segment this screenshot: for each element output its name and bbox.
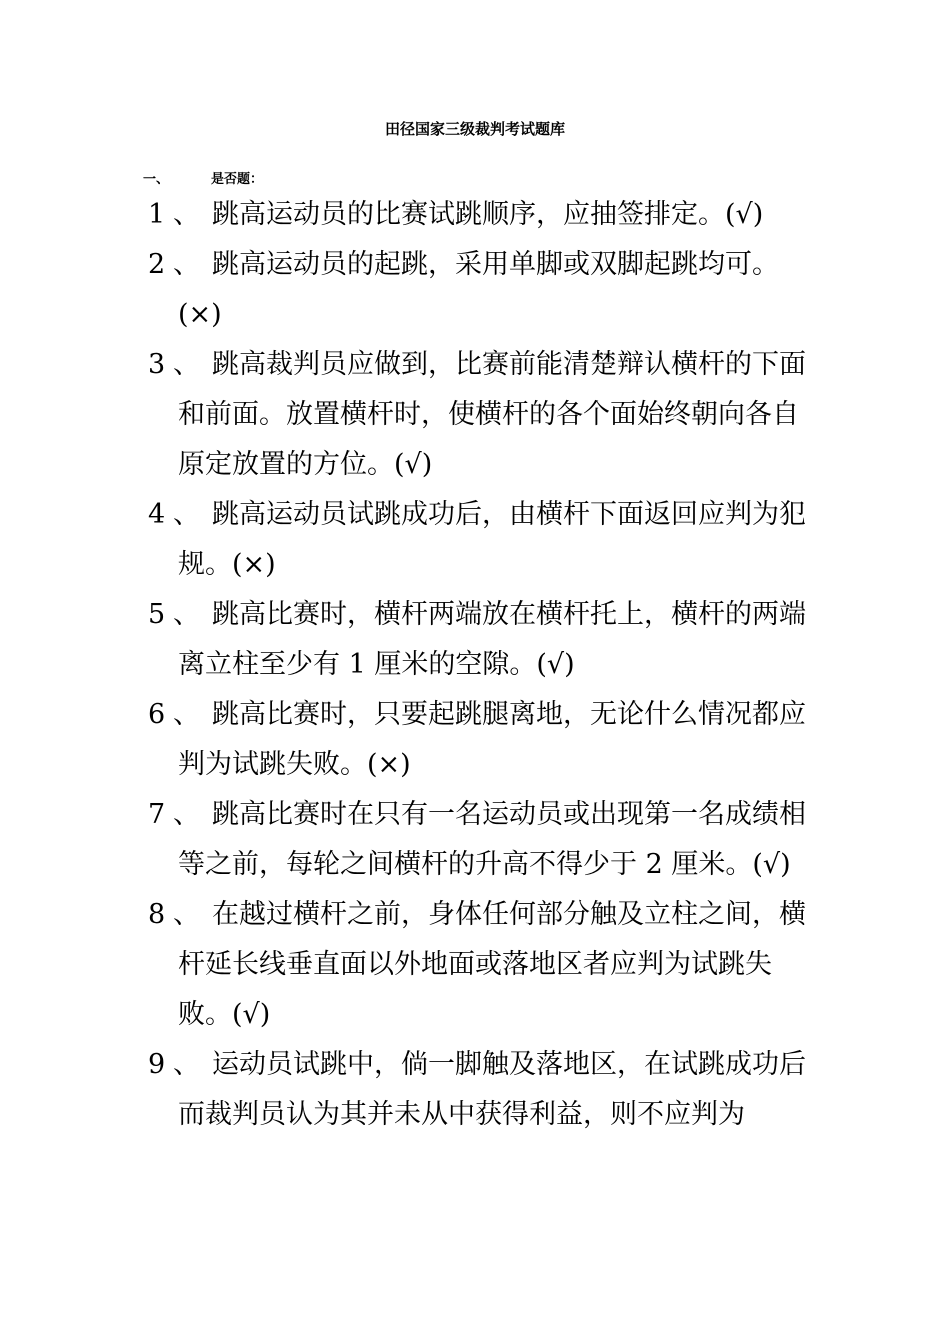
section-heading	[143, 168, 263, 187]
question-separator: 、	[173, 349, 200, 380]
question-item	[148, 590, 816, 690]
question-separator: 、	[173, 249, 200, 280]
question-text: 跳高比赛时，横杆两端放在横杆托上，横杆的两端离立柱至少有 1 厘米的空隙。(√)	[178, 599, 806, 680]
question-item	[148, 340, 816, 490]
question-separator: 、	[173, 599, 200, 630]
question-separator: 、	[173, 499, 200, 530]
question-item	[148, 790, 816, 890]
question-separator: 、	[173, 199, 200, 230]
question-number: 8	[148, 899, 166, 930]
question-item	[148, 240, 816, 340]
question-item	[148, 490, 816, 590]
question-number: 3	[148, 349, 166, 380]
question-number: 9	[148, 1049, 166, 1080]
question-number: 7	[148, 799, 166, 830]
question-separator: 、	[173, 899, 200, 930]
question-list	[148, 190, 816, 1140]
question-number: 5	[148, 599, 166, 630]
question-separator: 、	[173, 1049, 200, 1080]
question-separator: 、	[173, 799, 200, 830]
question-item	[148, 690, 816, 790]
question-text: 跳高运动员的比赛试跳顺序，应抽签排定。(√)	[212, 199, 764, 230]
question-item	[148, 890, 816, 1040]
question-text: 跳高运动员的起跳，采用单脚或双脚起跳均可。(×)	[178, 249, 779, 330]
question-text: 跳高比赛时，只要起跳腿离地，无论什么情况都应判为试跳失败。(×)	[178, 699, 806, 780]
question-item	[148, 190, 816, 240]
question-text: 跳高运动员试跳成功后，由横杆下面返回应判为犯规。(×)	[178, 499, 806, 580]
question-text: 跳高裁判员应做到，比赛前能清楚辩认横杆的下面和前面。放置横杆时，使横杆的各个面始终朝向各自原定放置的方位。(√)	[178, 349, 806, 480]
question-text: 运动员试跳中，倘一脚触及落地区，在试跳成功后而裁判员认为其并未从中获得利益，则不应判为	[178, 1049, 806, 1130]
question-item	[148, 1040, 816, 1140]
section-label: 是否题：	[211, 172, 264, 187]
question-text: 跳高比赛时在只有一名运动员或出现第一名成绩相等之前，每轮之间横杆的升高不得少于 2 厘米。(√)	[178, 799, 806, 880]
question-number: 6	[148, 699, 166, 730]
section-number: 一、	[143, 172, 170, 187]
question-number: 4	[148, 499, 166, 530]
question-number: 1	[148, 199, 166, 230]
question-number: 2	[148, 249, 166, 280]
question-text: 在越过横杆之前，身体任何部分触及立柱之间，横杆延长线垂直面以外地面或落地区者应判为试跳失败。(√)	[178, 899, 806, 1030]
question-separator: 、	[173, 699, 200, 730]
document-title: 田径国家三级裁判考试题库	[384, 120, 565, 138]
